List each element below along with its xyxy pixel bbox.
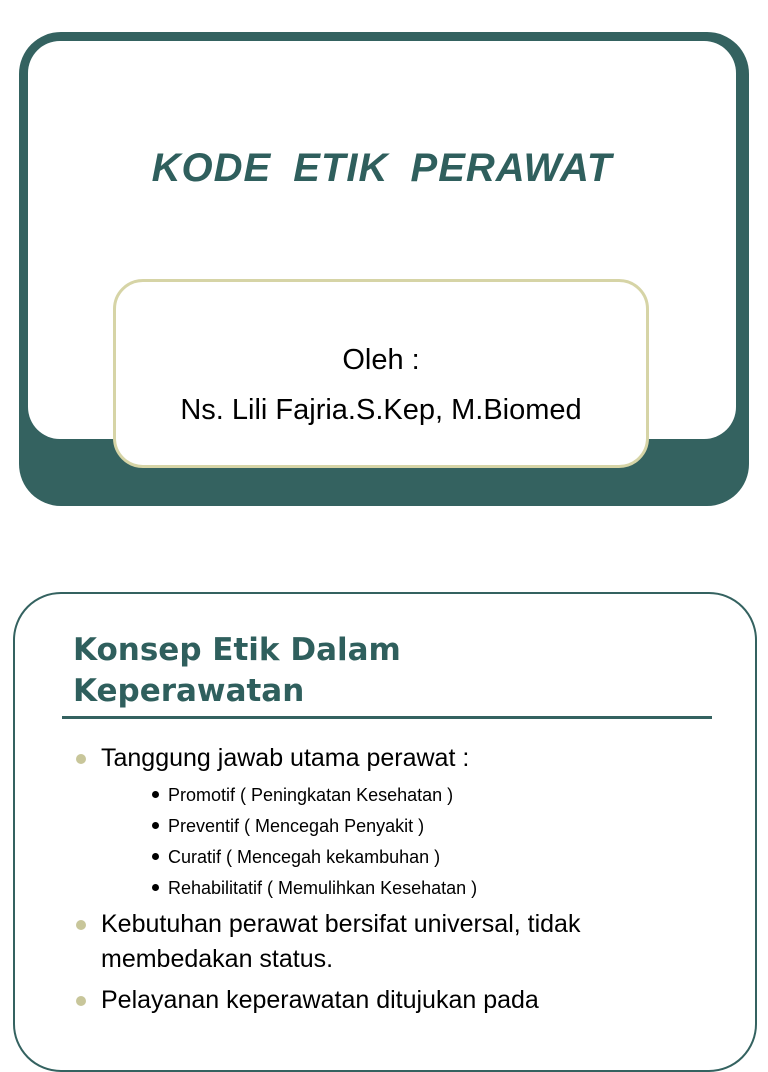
author-name: Ns. Lili Fajria.S.Kep, M.Biomed [180,394,582,426]
bullet-dot-icon [76,754,86,764]
slide-1-title: KODE ETIK PERAWAT [151,146,613,190]
bullet-dot-icon [76,920,86,930]
sub-bullet-dot-icon [152,791,159,798]
sub-bullet-item: Curatif ( Mencegah kekambuhan ) [168,847,441,867]
sub-bullet-item: Rehabilitatif ( Memulihkan Kesehatan ) [168,878,478,898]
bullet-dot-icon [76,996,86,1006]
sub-bullet-item: Preventif ( Mencegah Penyakit ) [168,816,425,836]
sub-bullet-dot-icon [152,884,159,891]
slide-2-title-line-1: Konsep Etik Dalam [73,632,401,668]
slide-2-title-line-2: Keperawatan [73,673,305,709]
sub-bullet-dot-icon [152,822,159,829]
slide-2-title [73,630,693,712]
author-box [113,279,649,468]
bullet-item-line-2: membedakan status. [101,945,334,973]
sub-bullet-item: Promotif ( Peningkatan Kesehatan ) [168,785,454,805]
bullet-item [101,907,701,977]
byline-label: Oleh : [342,344,420,376]
sub-bullet-dot-icon [152,853,159,860]
bullet-item-line-1: Kebutuhan perawat bersifat universal, tidak [101,910,581,938]
bullet-item: Tanggung jawab utama perawat : [101,744,470,772]
bullet-item: Pelayanan keperawatan ditujukan pada [101,986,539,1014]
title-divider [62,716,712,719]
